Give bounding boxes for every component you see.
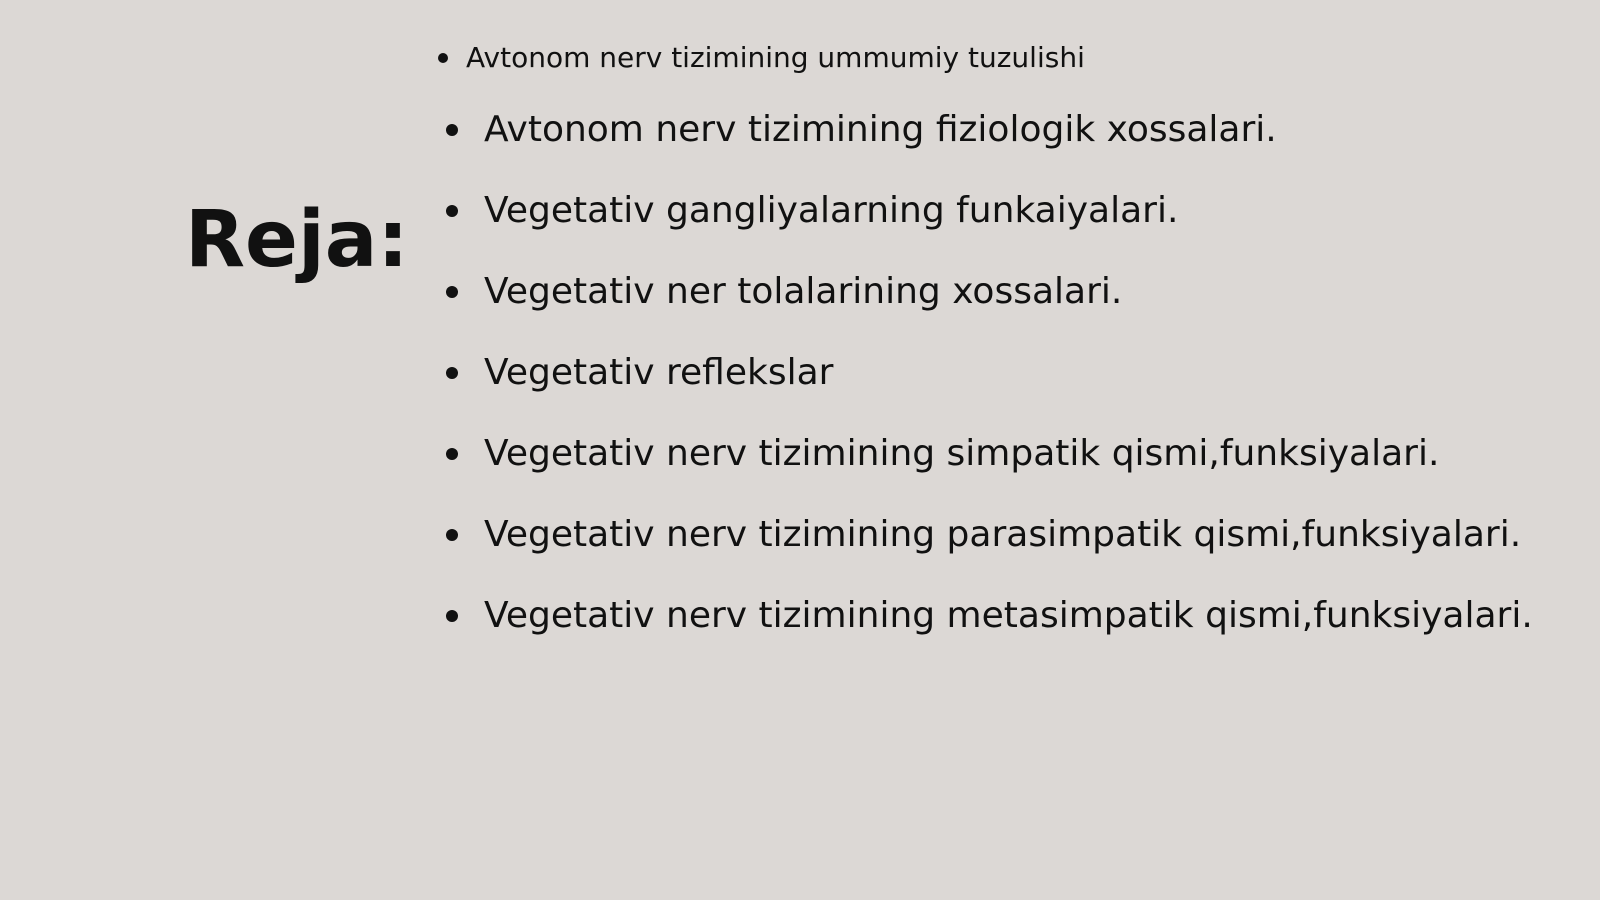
list-item <box>438 30 1586 86</box>
list-item <box>446 413 1586 494</box>
bullet-icon <box>446 367 458 379</box>
bullet-icon <box>446 286 458 298</box>
list-item-text: Vegetativ nerv tizimining metasimpatik qismi,funksiyalari. <box>484 595 1533 636</box>
bullet-icon <box>446 205 458 217</box>
list-item-text: Vegetativ reflekslar <box>484 352 834 393</box>
list-item-text: Vegetativ nerv tizimining simpatik qismi,funksiyalari. <box>484 433 1440 474</box>
bullet-icon <box>446 124 458 136</box>
list-item-text: Vegetativ nerv tizimining parasimpatik qismi,funksiyalari. <box>484 514 1522 555</box>
bullet-icon <box>446 610 458 622</box>
list-item <box>446 494 1586 575</box>
list-item-text: Avtonom nerv tizimining ummumiy tuzulishi <box>466 41 1085 74</box>
list-item <box>446 332 1586 413</box>
list-item-text: Vegetativ ner tolalarining xossalari. <box>484 271 1123 312</box>
list-item <box>446 251 1586 332</box>
list-item <box>446 89 1586 170</box>
list-item-text: Avtonom nerv tizimining fiziologik xossalari. <box>484 109 1277 150</box>
page-title: Reja: <box>185 195 409 285</box>
list-item-text: Vegetativ gangliyalarning funkaiyalari. <box>484 190 1179 231</box>
list-item <box>446 575 1586 656</box>
bullet-icon <box>446 448 458 460</box>
bullet-icon <box>446 529 458 541</box>
list-item <box>446 170 1586 251</box>
plan-list <box>446 30 1586 656</box>
bullet-icon <box>438 53 448 63</box>
